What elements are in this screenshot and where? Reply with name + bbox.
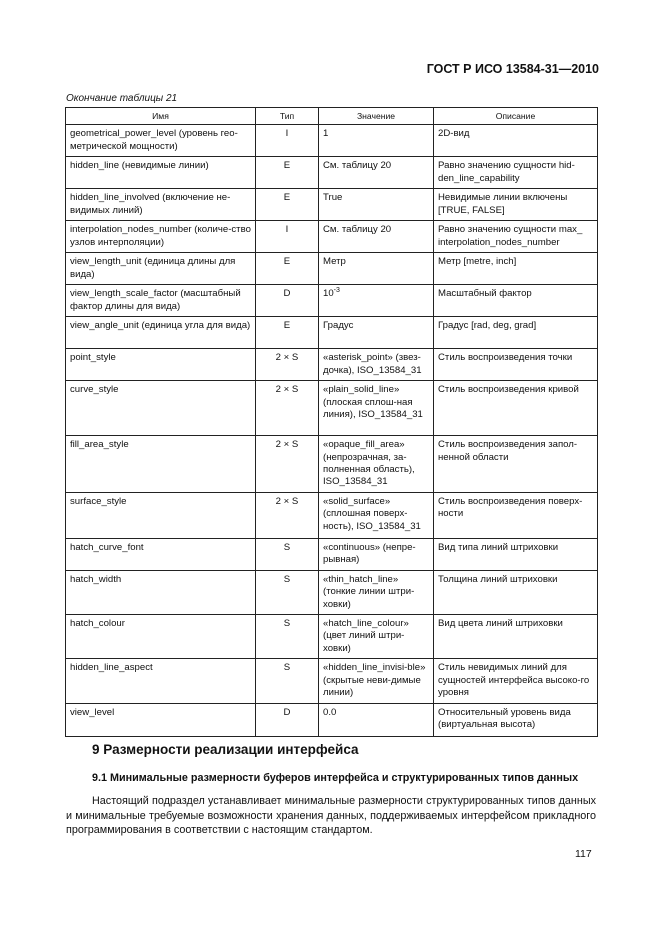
- column-header-name: Имя: [66, 108, 256, 125]
- cell-type: 2 × S: [256, 381, 319, 436]
- cell-description: Стиль воспроизведения поверх-ности: [434, 492, 598, 538]
- table-row: [66, 253, 598, 285]
- cell-name: hidden_line_aspect: [66, 659, 256, 703]
- cell-description: Стиль невидимых линий для сущностей интерфейса высоко-го уровня: [434, 659, 598, 703]
- cell-name: view_level: [66, 703, 256, 736]
- body-paragraph: Настоящий подраздел устанавливает минимальные размерности структурированных типов данных и минимальные требуемые возможности хранения данных, поддерживаемых интерфейсом прикладного программирования в соответствии с настоящим стандартом.: [66, 795, 596, 837]
- document-header: ГОСТ Р ИСО 13584-31—2010: [426, 62, 599, 76]
- cell-value: Градус: [319, 317, 434, 349]
- cell-value: См. таблицу 20: [319, 221, 434, 253]
- table-row: [66, 436, 598, 493]
- table-row: [66, 125, 598, 157]
- cell-type: S: [256, 659, 319, 703]
- cell-name: curve_style: [66, 381, 256, 436]
- table-header-row: [66, 108, 598, 125]
- value-base: 10: [323, 288, 334, 300]
- cell-description: Градус [rad, deg, grad]: [434, 317, 598, 349]
- table-row: [66, 221, 598, 253]
- cell-name: hatch_width: [66, 570, 256, 614]
- table-caption: Окончание таблицы 21: [66, 93, 178, 104]
- cell-name: interpolation_nodes_number (количе-ство узлов интерполяции): [66, 221, 256, 253]
- cell-type: S: [256, 615, 319, 659]
- cell-type: 2 × S: [256, 349, 319, 381]
- table-row: [66, 703, 598, 736]
- column-header-description: Описание: [434, 108, 598, 125]
- cell-type: E: [256, 317, 319, 349]
- cell-type: E: [256, 157, 319, 189]
- cell-value: «thin_hatch_line» (тонкие линии штри-ховки): [319, 570, 434, 614]
- cell-value: «asterisk_point» (звез-дочка), ISO_13584_31: [319, 349, 434, 381]
- cell-type: E: [256, 253, 319, 285]
- cell-description: Стиль воспроизведения кривой: [434, 381, 598, 436]
- table-row: [66, 157, 598, 189]
- cell-value: См. таблицу 20: [319, 157, 434, 189]
- subsection-heading: 9.1 Минимальные размерности буферов интерфейса и структурированных типов данных: [92, 772, 579, 784]
- attributes-table: [65, 107, 598, 737]
- cell-description: 2D-вид: [434, 125, 598, 157]
- cell-type: I: [256, 221, 319, 253]
- cell-value: 1: [319, 125, 434, 157]
- cell-description: Невидимые линии включены [TRUE, FALSE]: [434, 189, 598, 221]
- cell-value: Метр: [319, 253, 434, 285]
- cell-value: «solid_surface» (сплошная поверх-ность), ISO_13584_31: [319, 492, 434, 538]
- table-row: [66, 189, 598, 221]
- cell-value: True: [319, 189, 434, 221]
- table-row: [66, 285, 598, 317]
- value-exponent: -3: [333, 287, 340, 295]
- cell-name: hatch_curve_font: [66, 538, 256, 570]
- page-number: 117: [575, 848, 592, 860]
- cell-name: hidden_line (невидимые линии): [66, 157, 256, 189]
- table-row: [66, 538, 598, 570]
- table-row: [66, 659, 598, 703]
- cell-description: Толщина линий штриховки: [434, 570, 598, 614]
- table-row: [66, 615, 598, 659]
- cell-value: «opaque_fill_area» (непрозрачная, за-полненная область), ISO_13584_31: [319, 436, 434, 493]
- cell-type: E: [256, 189, 319, 221]
- cell-name: view_angle_unit (единица угла для вида): [66, 317, 256, 349]
- cell-description: Стиль воспроизведения точки: [434, 349, 598, 381]
- cell-name: fill_area_style: [66, 436, 256, 493]
- cell-type: I: [256, 125, 319, 157]
- cell-value: «plain_solid_line» (плоская сплош-ная линия), ISO_13584_31: [319, 381, 434, 436]
- table-row: [66, 349, 598, 381]
- section-heading: 9 Размерности реализации интерфейса: [92, 742, 359, 757]
- cell-name: hatch_colour: [66, 615, 256, 659]
- cell-value: «hatch_line_colour» (цвет линий штри-ховки): [319, 615, 434, 659]
- table-row: [66, 317, 598, 349]
- cell-type: D: [256, 285, 319, 317]
- column-header-value: Значение: [319, 108, 434, 125]
- cell-value: «continuous» (непре-рывная): [319, 538, 434, 570]
- cell-type: 2 × S: [256, 436, 319, 493]
- table-row: [66, 381, 598, 436]
- cell-description: Метр [metre, inch]: [434, 253, 598, 285]
- cell-name: hidden_line_involved (включение не-видимых линий): [66, 189, 256, 221]
- cell-type: D: [256, 703, 319, 736]
- cell-type: 2 × S: [256, 492, 319, 538]
- cell-description: Равно значению сущности hid-den_line_capability: [434, 157, 598, 189]
- cell-type: S: [256, 538, 319, 570]
- cell-value: 0.0: [319, 703, 434, 736]
- table-row: [66, 492, 598, 538]
- cell-value: [319, 285, 434, 317]
- column-header-type: Тип: [256, 108, 319, 125]
- table-row: [66, 570, 598, 614]
- cell-name: view_length_unit (единица длины для вида): [66, 253, 256, 285]
- cell-name: view_length_scale_factor (масштабный фактор длины для вида): [66, 285, 256, 317]
- cell-description: Вид типа линий штриховки: [434, 538, 598, 570]
- cell-description: Вид цвета линий штриховки: [434, 615, 598, 659]
- cell-type: S: [256, 570, 319, 614]
- cell-description: Относительный уровень вида (виртуальная высота): [434, 703, 598, 736]
- cell-description: Стиль воспроизведения запол-ненной области: [434, 436, 598, 493]
- cell-name: surface_style: [66, 492, 256, 538]
- cell-name: geometrical_power_level (уровень гео-метрической мощности): [66, 125, 256, 157]
- cell-name: point_style: [66, 349, 256, 381]
- cell-value: «hidden_line_invisi-ble» (скрытые неви-димые линии): [319, 659, 434, 703]
- cell-description: Равно значению сущности max_ interpolation_nodes_number: [434, 221, 598, 253]
- cell-description: Масштабный фактор: [434, 285, 598, 317]
